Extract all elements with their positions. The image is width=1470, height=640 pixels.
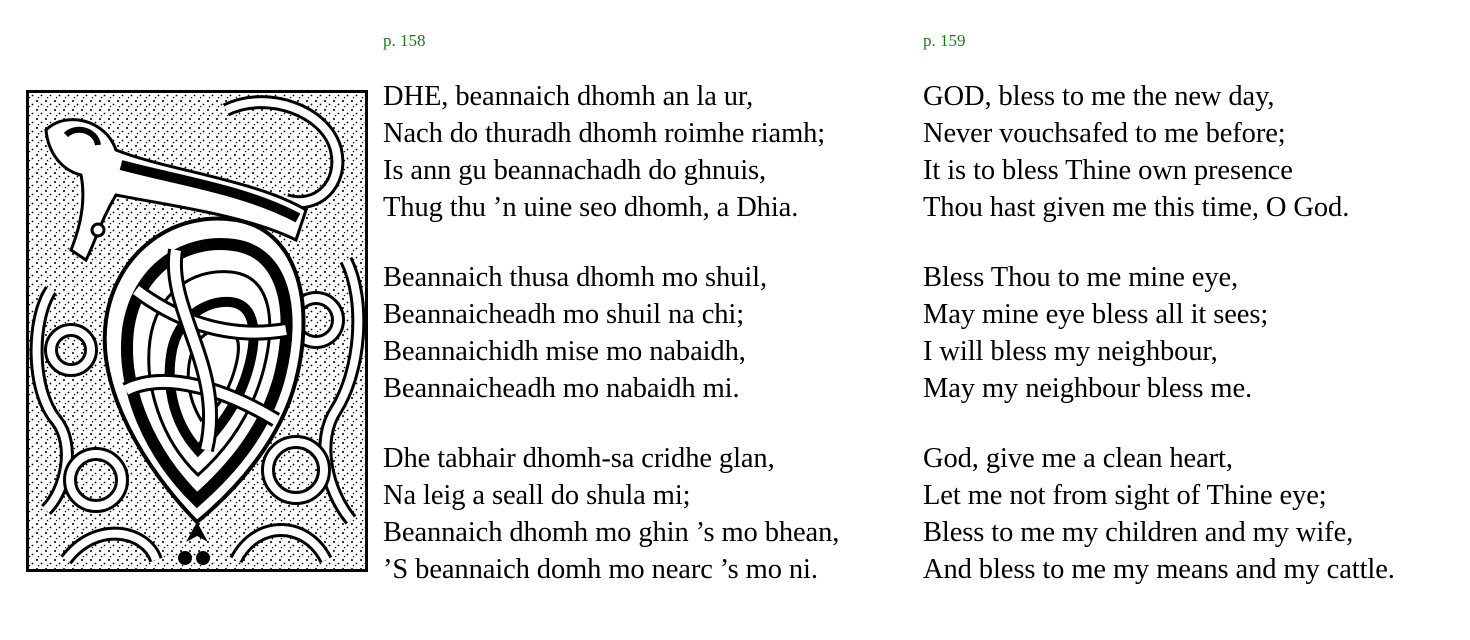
english-column — [923, 30, 1463, 621]
verse-line: Thou hast given me this time, O God. — [923, 192, 1350, 223]
celtic-knotwork-initial-d-icon — [26, 90, 368, 572]
verse-line: Bless to me my children and my wife, — [923, 517, 1354, 548]
illuminated-initial — [26, 90, 368, 572]
verse-line: It is to bless Thine own presence — [923, 155, 1293, 186]
stanza-gaelic-1 — [383, 78, 913, 226]
verse-line: ’S beannaich domh mo nearc ’s mo ni. — [383, 554, 818, 585]
verse-line: Bless Thou to me mine eye, — [923, 262, 1239, 293]
verse-line: Beannaich dhomh mo ghin ’s mo bhean, — [383, 517, 840, 548]
verse-line: Beannaichidh mise mo nabaidh, — [383, 336, 746, 367]
stanza-english-3 — [923, 440, 1463, 588]
stanza-english-2 — [923, 259, 1463, 407]
verse-line: GOD, bless to me the new day, — [923, 81, 1275, 112]
verse-line: May my neighbour bless me. — [923, 373, 1253, 404]
verse-line: God, give me a clean heart, — [923, 443, 1233, 474]
verse-line: May mine eye bless all it sees; — [923, 299, 1269, 330]
verse-line: Dhe tabhair dhomh-sa cridhe glan, — [383, 443, 775, 474]
verse-line: Nach do thuradh dhomh roimhe riamh; — [383, 118, 826, 149]
english-stanzas — [923, 78, 1463, 588]
stanza-gaelic-3 — [383, 440, 913, 588]
verse-line: Na leig a seall do shula mi; — [383, 480, 691, 511]
stanza-gaelic-2 — [383, 259, 913, 407]
verse-line: Thug thu ’n uine seo dhomh, a Dhia. — [383, 192, 799, 223]
verse-line: I will bless my neighbour, — [923, 336, 1218, 367]
gaelic-stanzas — [383, 78, 913, 588]
gaelic-column — [383, 30, 913, 621]
verse-line: Beannaicheadh mo nabaidh mi. — [383, 373, 740, 404]
verse-line: Never vouchsafed to me before; — [923, 118, 1286, 149]
verse-line: Let me not from sight of Thine eye; — [923, 480, 1327, 511]
stanza-english-1 — [923, 78, 1463, 226]
verse-line: Is ann gu beannachadh do ghnuis, — [383, 155, 767, 186]
page-ref-right[interactable]: p. 159 — [923, 31, 966, 50]
verse-line: And bless to me my means and my cattle. — [923, 554, 1395, 585]
page-ref-left[interactable]: p. 158 — [383, 31, 426, 50]
verse-line: Beannaich thusa dhomh mo shuil, — [383, 262, 767, 293]
verse-line: Beannaicheadh mo shuil na chi; — [383, 299, 745, 330]
verse-line: DHE, beannaich dhomh an la ur, — [383, 81, 754, 112]
